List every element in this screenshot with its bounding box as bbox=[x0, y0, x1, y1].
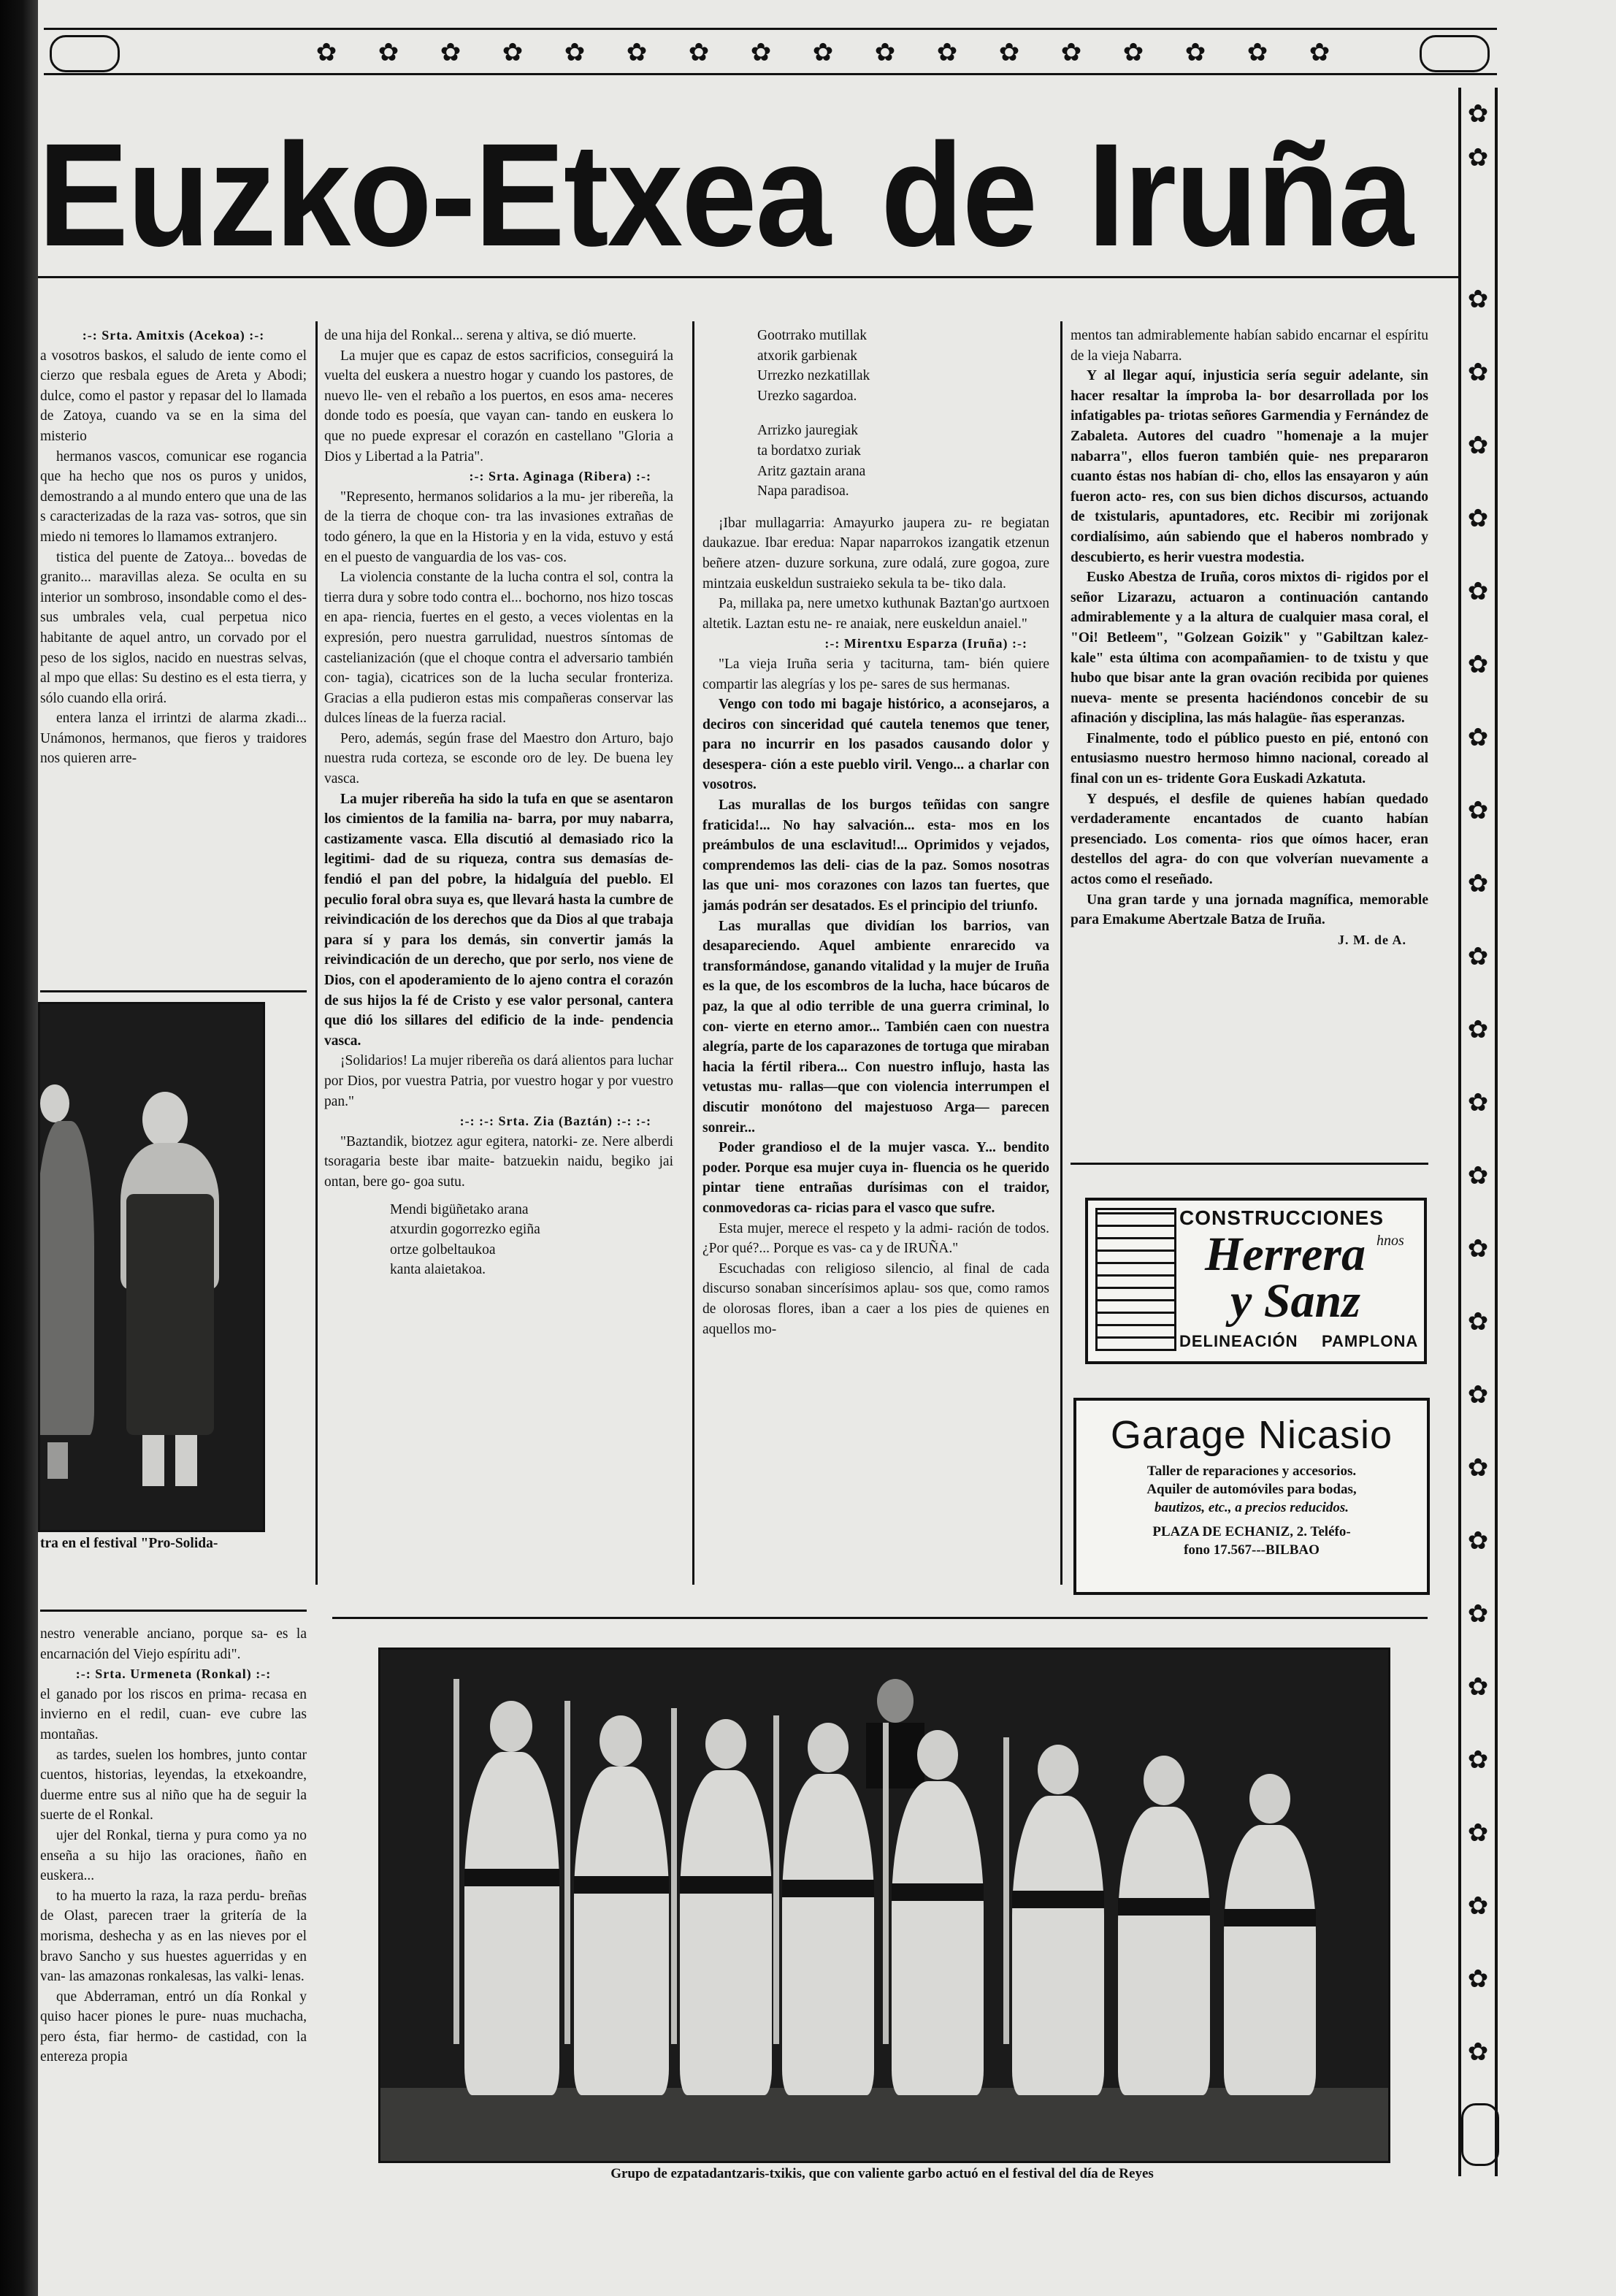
flower-icon: ✿ bbox=[1467, 797, 1489, 824]
flower-icon: ✿ bbox=[1467, 1820, 1489, 1847]
flower-icon: ✿ bbox=[1467, 578, 1489, 605]
flower-icon: ✿ bbox=[1467, 944, 1489, 971]
flower-icon: ✿ bbox=[1122, 39, 1144, 66]
paragraph: hermanos vascos, comunicar ese rogancia que ha hecho que nos os puros y unidos, demostrando a al mundo entero que una de las s caracterizadas de la raza vas- sotros, que sin miedo ni temores lo llamamos extranjero. bbox=[40, 448, 307, 545]
verse-line: Arrizko jauregiak bbox=[757, 423, 859, 439]
verse-line: Aritz gaztain arana bbox=[757, 463, 866, 479]
verse-line: atxurdin gogorrezko egiña bbox=[390, 1222, 540, 1238]
speaker-signature: :-: :-: Srta. Zia (Baztán) :-: :-: bbox=[459, 1114, 651, 1129]
ad-brand: y Sanz bbox=[1230, 1274, 1360, 1328]
verse-line: Napa paradisoa. bbox=[757, 483, 849, 500]
flower-icon: ✿ bbox=[564, 39, 586, 66]
paragraph: Las murallas que dividían los barrios, van desapareciendo. Aquel ambiente enrarecido va transformándose, ganando vitalidad y la mujer de Iruña es la que, de los escombros de la lucha, hace búcaros de paz, la que al odio terrible de una guerra criminal, lo con- vierte en eterno amor... También caen con nuestra alegría, parte de los caparazones de tortuga que miraban hacia la fértil ribera... Con nuestro influjo, hasta las vetustas mu- rallas—que con violencia interrumpen el discutir monótono del majestuoso Arga— parecen sonreir... bbox=[702, 918, 1049, 1136]
flower-icon: ✿ bbox=[626, 39, 648, 66]
paragraph: Las murallas de los burgos teñidas con sangre fraticida!... No hay salvación... esta- mos en los preámbulos de una esclavitud!... Oprimidos y vejados, comprendemos las deli- cias de la paz. Somos nosotras las que uni- mos corazones con lazos tan fuertes, que jamás podrán ser desatados. Es el principio del triunfo. bbox=[702, 797, 1049, 914]
verse bbox=[702, 421, 1049, 501]
scan-left-shadow bbox=[0, 0, 38, 2296]
flower-icon: ✿ bbox=[936, 39, 958, 66]
paragraph: nestro venerable anciano, porque sa- es la encarnación del Viejo espíritu adi". bbox=[40, 1626, 307, 1662]
flower-icon: ✿ bbox=[315, 39, 337, 66]
headline-word: Iruña bbox=[1087, 117, 1412, 275]
flower-icon: ✿ bbox=[1467, 1674, 1489, 1701]
flower-icon: ✿ bbox=[1467, 145, 1489, 172]
flower-icon: ✿ bbox=[502, 39, 524, 66]
flower-icon: ✿ bbox=[998, 39, 1020, 66]
ad-brand: Herrera bbox=[1205, 1228, 1366, 1281]
headline-rule bbox=[38, 276, 1458, 278]
flower-icon: ✿ bbox=[1467, 1747, 1489, 1774]
flower-icon: ✿ bbox=[1184, 39, 1206, 66]
flower-icon: ✿ bbox=[750, 39, 772, 66]
flower-icon: ✿ bbox=[1467, 359, 1489, 386]
flower-icon: ✿ bbox=[1467, 2039, 1489, 2066]
flower-icon: ✿ bbox=[1467, 1382, 1489, 1409]
verse-line: kanta alaietakoa. bbox=[390, 1262, 486, 1278]
article-column-4 bbox=[1071, 326, 1428, 1136]
flower-icon: ✿ bbox=[1467, 505, 1489, 532]
girls-photo bbox=[38, 1002, 265, 1532]
flower-icon: ✿ bbox=[378, 39, 399, 66]
verse-line: Urrezko nezkatillak bbox=[757, 368, 870, 384]
flower-icon: ✿ bbox=[1467, 1090, 1489, 1117]
flower-icon: ✿ bbox=[1467, 1163, 1489, 1190]
speaker-signature: :-: Srta. Aginaga (Ribera) :-: bbox=[469, 469, 651, 484]
construcciones-ad bbox=[1085, 1198, 1427, 1364]
verse-line: ta bordatxo zuriak bbox=[757, 443, 861, 459]
ad-label: hnos bbox=[1376, 1233, 1404, 1249]
verse bbox=[324, 1200, 673, 1280]
column-rule bbox=[40, 1610, 307, 1612]
flower-icon: ✿ bbox=[1467, 432, 1489, 459]
photo-caption-left bbox=[40, 1534, 307, 1554]
ad-line: PLAZA DE ECHANIZ, 2. Teléfo- bbox=[1152, 1524, 1351, 1539]
paragraph: ujer del Ronkal, tierna y pura como ya no enseña a su hijo las oraciones, ñaño en euskera... bbox=[40, 1827, 307, 1884]
flower-icon: ✿ bbox=[1309, 39, 1330, 66]
paragraph: de una hija del Ronkal... serena y altiva, se dió muerte. bbox=[324, 328, 637, 343]
paragraph: La violencia constante de la lucha contra el sol, contra la tierra dura y sobre todo contra el... bochorno, nos hizo toscas en apa- riencia, fuertes en el gesto, a veces violentas en la expresión, pero nuestra garrulidad, nuestros síntomas de castelianización (que el choque contra el adversario también con- tagia), cicatrices son de la lucha secular fronteriza. Gracias a ella pudieron estas mis compañeras conservar las dulces líneas de la fuerza racial. bbox=[324, 570, 673, 727]
article-column-1-lower bbox=[40, 1624, 307, 2267]
flower-icon: ✿ bbox=[1467, 286, 1489, 313]
paragraph: Una gran tarde y una jornada magnífica, memorable para Emakume Abertzale Batza de Iruña. bbox=[1071, 892, 1428, 928]
right-ornamental-border bbox=[1457, 88, 1499, 2176]
flower-icon: ✿ bbox=[874, 39, 896, 66]
paragraph: ¡Ibar mullagarria: Amayurko jaupera zu- re begiatan daukazue. Ibar eredua: Napar naparrokos izangatik etzenun beñere atzen- duzure sorkuna, zure odalá, zure gogoa, zure mintzaia euskeldun sustraieko sekula ta be- tiko dala. bbox=[702, 515, 1049, 592]
column-divider bbox=[1060, 321, 1062, 1585]
ad-line: bautizos, etc., a precios reducidos. bbox=[1154, 1500, 1349, 1515]
author-signature: J. M. de A. bbox=[1338, 932, 1406, 947]
verse-line: Mendi bigüñetako arana bbox=[390, 1201, 529, 1217]
flower-icon: ✿ bbox=[440, 39, 462, 66]
verse-line: ortze golbeltaukoa bbox=[390, 1241, 496, 1258]
paragraph: "La vieja Iruña seria y taciturna, tam- bién quiere compartir las alegrías y los pe- sares de sus hermanas. bbox=[702, 656, 1049, 692]
flower-icon: ✿ bbox=[1467, 1528, 1489, 1555]
flower-icon: ✿ bbox=[688, 39, 710, 66]
paragraph: Vengo con todo mi bagaje histórico, a aconsejaros, a deciros con sinceridad qué cautela tenemos que tener, para no incurrir en los pasados causando dolor y desespera- ción a este pueblo viril. Vengo... a charlar con vosotros. bbox=[702, 697, 1049, 793]
paragraph: "Baztandik, biotzez agur egitera, natorki- ze. Nere alberdi tsoragaria beste ibar maite- batzuekin naidu, begiko jai ontan, bere go- goa sutu. bbox=[324, 1133, 673, 1190]
building-icon bbox=[1095, 1208, 1176, 1351]
flower-icon: ✿ bbox=[1467, 1966, 1489, 1993]
paragraph: Poder grandioso el de la mujer vasca. Y... bendito poder. Porque esa mujer cuya in- fluencia os he querido pintar tiene entrañas durísimas con el traidor, conmovedoras ca- ricias para el vasco que sufre. bbox=[702, 1140, 1049, 1216]
paragraph: Pa, millaka pa, nere umetxo kuthunak Baztan'go aurtxoen altetik. Laztan estu ne- re anaiak, nere euskeldun anaiel." bbox=[702, 596, 1049, 632]
paragraph: el ganado por los riscos en prima- recasa en invierno en el redil, cuan- eve cubre las montañas. bbox=[40, 1686, 307, 1742]
headline-word: Euzko-Etxea bbox=[38, 117, 830, 275]
paragraph: to ha muerto la raza, la raza perdu- breñas de Olast, parecen traer la gritería de la morisma, deshecha y as en las nieves por el bravo Sancho y sus huestes aguerridas y en van- las amazonas ronkalesas, las valki- lenas. bbox=[40, 1888, 307, 1985]
verse-line: atxorik garbienak bbox=[757, 348, 857, 364]
photo-caption: Grupo de ezpatadantzaris-txikis, que con valiente garbo actuó en el festival del día de Reyes bbox=[610, 2166, 1154, 2181]
paragraph: "Represento, hermanos solidarios a la mu- jer ribereña, la de la tierra de choque con- tra las invasiones extrañas de todo género, la que en la Historia y en la vida, estuvo y está en el puesto de vanguardia de los vas- cos. bbox=[324, 489, 673, 565]
flower-icon: ✿ bbox=[1247, 39, 1268, 66]
scroll-ornament-icon bbox=[1461, 2103, 1499, 2166]
article-column-2 bbox=[324, 326, 673, 1582]
paragraph: mentos tan admirablemente habían sabido encarnar el espíritu de la vieja Nabarra. bbox=[1071, 328, 1428, 364]
garage-nicasio-ad bbox=[1073, 1398, 1430, 1595]
speaker-signature: :-: Srta. Amitxis (Acekoa) :-: bbox=[82, 328, 265, 343]
paragraph: tistica del puente de Zatoya... bovedas de granito... maravillas aleza. Se oculta en su interior un sombroso, insondable como el des- sus umbrales vela, cual perpetua nico habitante de aquel antro, un corvado por el peso de los siglos, nacido en nuestras selvas, al mpo que ellas: Su destino es el esta tierra, y sólo cuando ella orirá. bbox=[40, 549, 307, 706]
speaker-signature: :-: Srta. Urmeneta (Ronkal) :-: bbox=[75, 1666, 272, 1682]
paragraph: a vosotros baskos, el saludo de iente como el cierzo que resbala egues de Areta y Abodi; dulce, como el pastor y repasar del lo llamada de Zatoya, cuando va se en la sima del misterio bbox=[40, 348, 307, 444]
column-divider bbox=[315, 321, 318, 1585]
ad-label: PAMPLONA bbox=[1322, 1332, 1419, 1350]
flower-icon: ✿ bbox=[1467, 1309, 1489, 1336]
paragraph: Escuchadas con religioso silencio, al final de cada discurso sonaban sincerísimos aplau- sos que, como ramos de olorosas flores, iban a caer a los pies de quienes en aquellos mo- bbox=[702, 1260, 1049, 1337]
ad-label: CONSTRUCCIONES bbox=[1179, 1206, 1385, 1229]
flower-icon: ✿ bbox=[1467, 1236, 1489, 1263]
paragraph: La mujer ribereña ha sido la tufa en que se asentaron los cimientos de la familia na- barra, por muy nabarra, castizamente vasca. Ella discutió al demasiado rico la legitimi- dad de su riqueza, contra sus demasías de- fendió el pan del pobre, la hidalguía del pueblo. El peculio foral obra suya es, que llevará hasta la cumbre de reivindicación de los derechos que da Dios al que trabaja para sí y para los demás, sin convertir jamás la reivindicación de un derecho, que por serlo, nos viene de Dios, con el apoderamiento de lo ajeno contra el corazón de sus hijos la fé de Cristo y ese valor personal, cantera que dió los sillares del edificio de la inde- pendencia vasca. bbox=[324, 791, 673, 1049]
flower-icon: ✿ bbox=[1467, 870, 1489, 898]
column-divider bbox=[692, 321, 694, 1585]
article-column-1 bbox=[40, 326, 307, 1005]
headline bbox=[38, 117, 1462, 275]
speaker-signature: :-: Mirentxu Esparza (Iruña) :-: bbox=[824, 636, 1027, 651]
paragraph: que Abderraman, entró un día Ronkal y quiso hacer piones le pure- nuas muchacha, pero ésta, fiar hermo- de castidad, con la entereza propia bbox=[40, 1989, 307, 2065]
flower-icon: ✿ bbox=[1060, 39, 1082, 66]
paragraph: entera lanza el irrintzi de alarma zkadi... Unámonos, hermanos, que fieros y traidores nos quieren arre- bbox=[40, 711, 307, 767]
flower-icon: ✿ bbox=[1467, 1893, 1489, 1920]
flower-icon: ✿ bbox=[1467, 651, 1489, 678]
article-column-3 bbox=[702, 326, 1049, 1582]
flower-icon: ✿ bbox=[1467, 1601, 1489, 1628]
verse-line: Urezko sagardoa. bbox=[757, 388, 857, 404]
paragraph: ¡Solidarios! La mujer ribereña os dará alientos para luchar por Dios, por vuestra Patria, por vuestro hogar y por vuestro pan." bbox=[324, 1053, 673, 1109]
paragraph: Esta mujer, merece el respeto y la admi- ración de todos. ¿Por qué?... Porque es vas- ca y de IRUÑA." bbox=[702, 1220, 1049, 1257]
ad-line: Taller de reparaciones y accesorios. bbox=[1146, 1463, 1357, 1479]
photo-caption: tra en el festival "Pro-Solida- bbox=[40, 1536, 218, 1551]
paragraph: Y después, el desfile de quienes habían quedado verdaderamente encantados de cuanto habían presenciado. Los comenta- rios que oímos hacer, eran destellos del agra- do con que volverían nuevamente a actos como el reseñado. bbox=[1071, 791, 1428, 888]
flower-icon: ✿ bbox=[1467, 101, 1489, 128]
paragraph: Eusko Abestza de Iruña, coros mixtos di- rigidos por el señor Lizarazu, actuaron a continuación cantando admirablemente y a la altura de cualquier masa coral, el "Oi! Betleem", "Golzean Goizik" y "Gabiltzan kalez-kale" esta última con acompañamien- to de txistu y que hubo que bisar ante la gran ovación recibida por quienes nueva- mente se presenta haciéndonos concebir de su afinación y disciplina, las más halagüe- ñas esperanzas. bbox=[1071, 570, 1428, 727]
verse bbox=[702, 326, 1049, 406]
verse-line: Gootrrako mutillak bbox=[757, 328, 868, 343]
flower-icon: ✿ bbox=[812, 39, 834, 66]
column-rule bbox=[1071, 1163, 1428, 1165]
section-rule bbox=[332, 1617, 1428, 1619]
ad-label: DELINEACIÓN bbox=[1179, 1332, 1298, 1350]
paragraph: as tardes, suelen los hombres, junto contar cuentos, historias, leyendas, la etxekoandre, duerme entre sus al niño que ha de seguir la suerte de el Ronkal. bbox=[40, 1747, 307, 1824]
ad-title: Garage Nicasio bbox=[1110, 1413, 1393, 1457]
column-rule bbox=[40, 990, 307, 992]
paragraph: Finalmente, todo el público puesto en pié, entonó con entusiasmo nuestro hermoso himno nacional, coreado al final con un es- tridente Gora Euskadi Azkatuta. bbox=[1071, 730, 1428, 787]
ezpatadantzaris-photo bbox=[378, 1648, 1390, 2163]
ad-line: fono 17.567---BILBAO bbox=[1184, 1542, 1320, 1558]
paragraph: Pero, además, según frase del Maestro don Arturo, bajo nuestra ruda corteza, se esconde oro de ley. De buena ley vasca. bbox=[324, 730, 673, 787]
flower-icon: ✿ bbox=[1467, 724, 1489, 751]
paragraph: Y al llegar aquí, injusticia sería seguir adelante, sin hacer resaltar la ímproba la- bor desarrollada por los infatigables pa- triotas señores Garmendia y Fernández de Zabaleta. Autores del cuadro "homenaje a la mujer nabarra", ellos fueron también quie- nes prepararon cuanto éstas nos habían di- cho, ellos las ensayaron y aún fueron acto- res, con sus bien dichos discursos, actuando de txistularis, apuntadores, etc. Recibir mi zorijonak cordialísimo, aún sabiendo que el haberos nombrado y descubierto, es herir vuestra modestia. bbox=[1071, 368, 1428, 565]
ad-line: Aquiler de automóviles para bodas, bbox=[1146, 1482, 1357, 1497]
paragraph: La mujer que es capaz de estos sacrificios, conseguirá la vuelta del euskera a nuestro hogar y cuando los pastores, de nuevo lle- ven el rebaño a los puertos, en esos ama- neceres donde todo es poesía, que vayan can- tando en euskera lo que no puede expresar el corazón en castellano "Gloria a Dios y Libertad a la Patria". bbox=[324, 348, 673, 464]
top-ornamental-border bbox=[44, 28, 1497, 79]
flower-icon: ✿ bbox=[1467, 1455, 1489, 1482]
flower-icon: ✿ bbox=[1467, 1017, 1489, 1044]
headline-word: de bbox=[881, 117, 1037, 275]
